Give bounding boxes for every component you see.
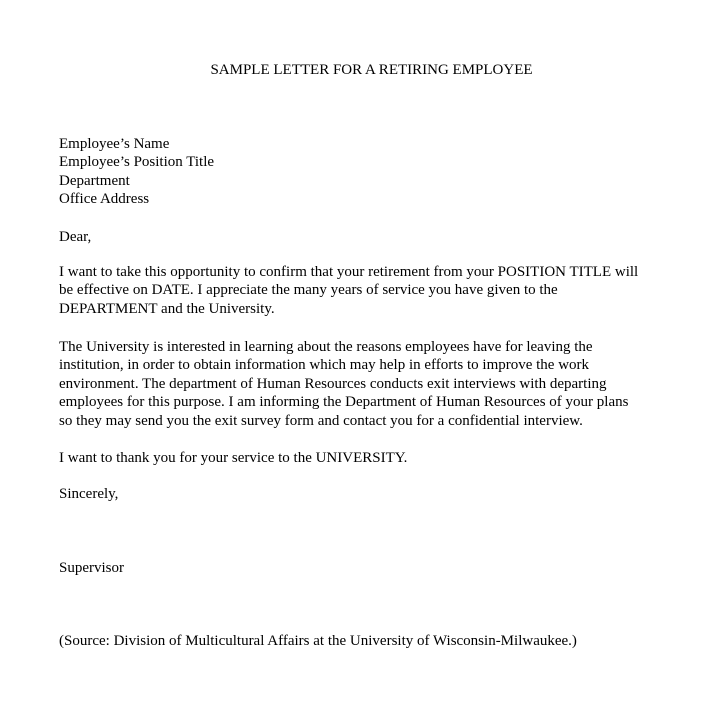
closing: Sincerely, [59,486,119,502]
paragraph-line: institution, in order to obtain information which may help in efforts to improve the work [59,357,590,374]
paragraph-line: DEPARTMENT and the University. [59,300,275,317]
document-title: SAMPLE LETTER FOR A RETIRING EMPLOYEE [210,62,533,78]
source-note: (Source: Division of Multicultural Affairs at the University of Wisconsin-Milwaukee.) [59,633,577,649]
paragraph-thanks [59,449,699,467]
address-position-title: Employee’s Position Title [59,154,215,171]
paragraph-line: environment. The department of Human Resources conducts exit interviews with departing [59,375,607,392]
paragraph-line: The University is interested in learning about the reasons employees have for leaving the [59,339,593,355]
paragraph-exit-interview [59,338,699,430]
paragraph-line: employees for this purpose. I am informing the Department of Human Resources of your plans [59,394,629,411]
recipient-address [59,135,699,209]
paragraph-retirement-confirmation [59,263,699,318]
address-name: Employee’s Name [59,136,170,152]
paragraph-line: be effective on DATE. I appreciate the many years of service you have given to the [59,282,558,299]
address-department: Department [59,172,130,189]
paragraph-line: I want to take this opportunity to confirm that your retirement from your POSITION TITLE will [59,264,639,280]
paragraph-line: so they may send you the exit survey form and contact you for a confidential interview. [59,412,583,429]
paragraph-line: I want to thank you for your service to the UNIVERSITY. [59,450,408,466]
salutation: Dear, [59,229,92,245]
address-office: Office Address [59,191,150,208]
signature: Supervisor [59,560,124,576]
